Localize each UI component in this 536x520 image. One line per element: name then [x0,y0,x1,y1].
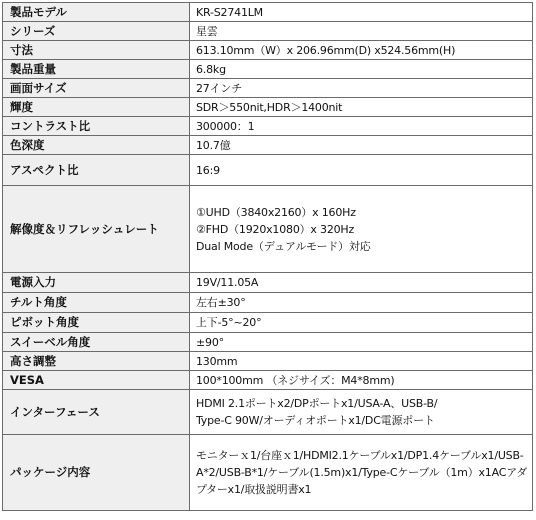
spec-label: ピボット角度 [3,313,190,333]
spec-row [3,60,533,79]
spec-value [190,390,533,435]
spec-value-line: KR-S2741LM [196,5,263,19]
spec-row [3,117,533,136]
spec-value [190,117,533,136]
spec-value [190,313,533,333]
spec-value-line: 613.10mm（W）x 206.96mm(D) x524.56mm(H) [196,43,456,57]
spec-row [3,313,533,333]
spec-row [3,273,533,293]
spec-value-line: A*2/USB-B*1/ケーブル(1.5m)x1/Type-Cケーブル（1m）x1ACアダ [196,466,528,479]
spec-value [190,333,533,352]
spec-label: パッケージ内容 [3,435,190,511]
spec-value-line: ±90° [196,335,224,349]
spec-value [190,41,533,60]
spec-label: 高さ調整 [3,352,190,371]
spec-table [2,2,533,511]
spec-label: シリーズ [3,22,190,41]
spec-row [3,41,533,60]
spec-label: インターフェース [3,390,190,435]
spec-value-line: Dual Mode（デュアルモード）対応 [196,239,371,253]
spec-row [3,3,533,22]
spec-value [190,186,533,273]
spec-value-line: 27インチ [196,81,242,95]
spec-label: 製品重量 [3,60,190,79]
spec-row [3,333,533,352]
spec-label: 製品モデル [3,3,190,22]
spec-value [190,273,533,293]
spec-row [3,98,533,117]
spec-value-line: 300000：1 [196,119,255,133]
spec-value [190,22,533,41]
spec-label: 解像度＆リフレッシュレート [3,186,190,273]
spec-row [3,371,533,390]
spec-row [3,136,533,155]
spec-value-line: Type-C 90W/オーディオポートx1/DC電源ポート [196,414,435,427]
spec-label: 電源入力 [3,273,190,293]
spec-value-line: ①UHD（3840x2160）x 160Hz [196,205,356,219]
spec-value [190,3,533,22]
spec-label: コントラスト比 [3,117,190,136]
spec-row [3,352,533,371]
spec-value-line: 星雲 [196,24,218,38]
spec-value [190,98,533,117]
spec-row [3,435,533,511]
spec-label: 画面サイズ [3,79,190,98]
spec-label: VESA [3,371,190,390]
spec-label: アスペクト比 [3,155,190,186]
spec-value [190,352,533,371]
spec-value-line: プターx1/取扱説明書x1 [196,483,312,496]
spec-row [3,79,533,98]
spec-value-line: 左右±30° [196,296,246,309]
spec-value-line: ②FHD（1920x1080）x 320Hz [196,222,355,236]
spec-label: 色深度 [3,136,190,155]
spec-value-line: 10.7億 [196,138,231,152]
spec-value-line: 130mm [196,354,238,368]
spec-value [190,435,533,511]
spec-value-line: モニターｘ1/台座ｘ1/HDMI2.1ケーブルx1/DP1.4ケーブルx1/USB- [196,449,524,462]
spec-value-line: 16:9 [196,163,220,177]
spec-row [3,390,533,435]
spec-value-line: 19V/11.05A [196,276,259,289]
spec-value-line: SDR＞550nit,HDR＞1400nit [196,100,343,114]
spec-value [190,293,533,313]
spec-table-body [3,3,533,511]
spec-value [190,136,533,155]
spec-value-line: 100*100mm （ネジサイズ：M4*8mm) [196,373,395,387]
spec-value-line: HDMI 2.1ポートx2/DPポートx1/USA-A、USB-B/ [196,397,438,410]
spec-value [190,79,533,98]
spec-row [3,186,533,273]
spec-label: 輝度 [3,98,190,117]
spec-label: 寸法 [3,41,190,60]
spec-value [190,155,533,186]
spec-row [3,22,533,41]
spec-value-line: 6.8kg [196,62,226,76]
spec-row [3,155,533,186]
spec-label: スイーベル角度 [3,333,190,352]
spec-label: チルト角度 [3,293,190,313]
spec-value-line: 上下-5°~20° [196,316,262,329]
spec-value [190,371,533,390]
spec-row [3,293,533,313]
spec-value [190,60,533,79]
